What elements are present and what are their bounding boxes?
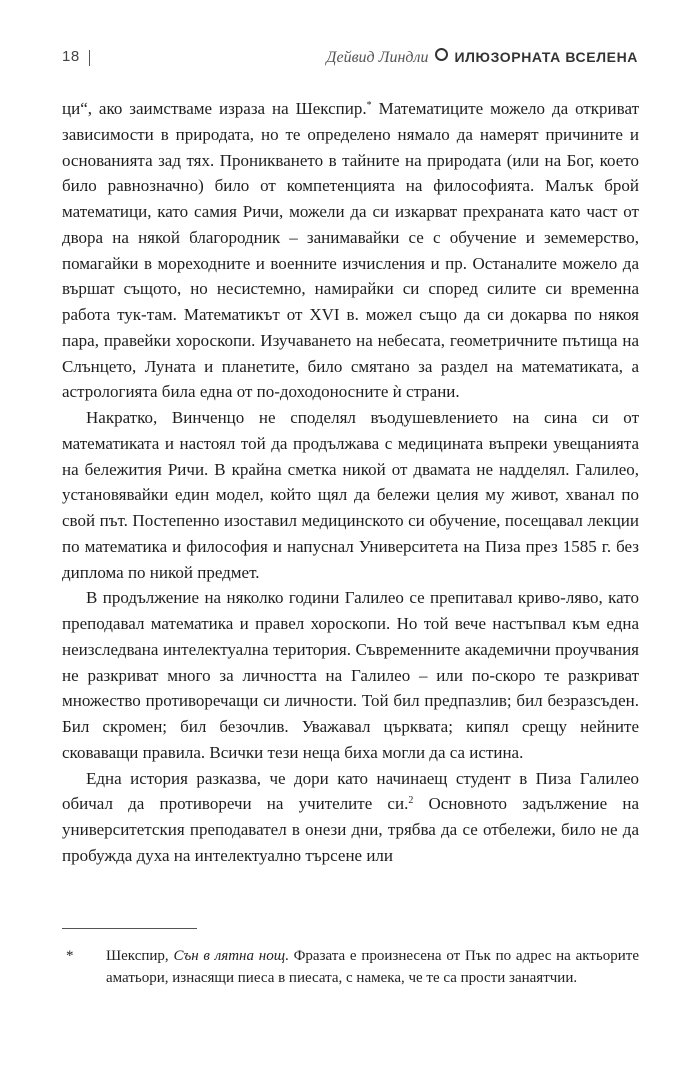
footnote-paragraph [62,945,639,989]
italic-title: Сън в лятна нощ [173,948,286,964]
paragraph [62,585,639,765]
text-run: ци“, ако заимстваме израза на Шекспир. [62,99,367,118]
page-number: 18 [62,48,80,65]
footnote [62,945,639,989]
text-run: Математиците можело да откриват зависимости в природата, но те определено нямало да намерят причините и основанията зад тях. Проникването в тайните на природата (или на Бог, което било равнозначно) било от компетенцията на философията. Малък брой математици, като самия Ричи, можели да си изкарват прехраната като част от двора на някой благородник – занимавайки се с обучение и земемерство, помагайки в мореходните и военните изчисления и пр. Останалите можело да вършат същото, но несистемно, намирайки си според силите си временна работа тук-там. Математикът от XVI в. можел също да си докарва по някоя пара, правейки хороскопи. Изучаването на небесата, геометричните пътища на Слънцето, Луната и планетите, било смятано за раздел на математиката, а астрологията била една от по-доходоносните ѝ страни. [62,99,639,402]
page-number-divider [89,50,90,66]
text-run: В продължение на няколко години Галилео се препитавал криво-ляво, като преподавал математика и правел хороскопи. Но той вече настъпвал към една неизследвана интелектуална територия. Съвременните академични проучвания не разкриват много за личността на Галилео – или по-скоро те разкриват множество противоречащи си личности. Той бил предпазлив; бил безразсъден. Бил скромен; бил безочлив. Уважавал църквата; кипял срещу нейните сковаващи правила. Всички тези неща биха могли да са истина. [62,588,639,762]
text-run: Накратко, Винченцо не споделял въодушевлението на сина си от математиката и настоял той да продължава с медицината въпреки увещанията на бележития Ричи. В крайна сметка никой от двамата не надделял. Галилео, установявайки един модел, който щял да бележи целия му живот, хванал по свой път. Постепенно изоставил медицинското си обучение, посещавал лекции по математика и философия и напуснал Университета на Пиза през 1585 г. без диплома по никой предмет. [62,408,639,582]
body-text [62,96,639,869]
book-title: ИЛЮЗОРНАТА ВСЕЛЕНА [454,49,638,65]
text-run: Една история разказва, че дори като начинаещ студент в Пиза Галилео обичал да противоречи на учителите си. [62,768,639,814]
footnote-divider [62,928,197,929]
paragraph [62,405,639,585]
footnote-reference: 2 [408,795,414,807]
footnote-reference: * [366,100,372,111]
running-header [62,48,638,74]
paragraph [62,766,639,869]
text-run: . Фразата е произнесена от Пък по адрес на актьорите аматьори, изнасящи пиеса в пиесата, с намека, че те са прости занаятчии. [106,948,639,986]
circle-icon [435,48,448,61]
footnote-mark: * [66,948,74,964]
running-head [326,48,638,67]
text-run: Основното задължение на университетския преподавател в онези дни, трябва да се отбележи, било не да пробужда духа на интелектуално търсене или [62,794,639,865]
text-run: Шекспир, [106,948,174,964]
paragraph [62,96,639,405]
author-name: Дейвид Линдли [326,49,429,66]
footnote-text [106,948,639,986]
